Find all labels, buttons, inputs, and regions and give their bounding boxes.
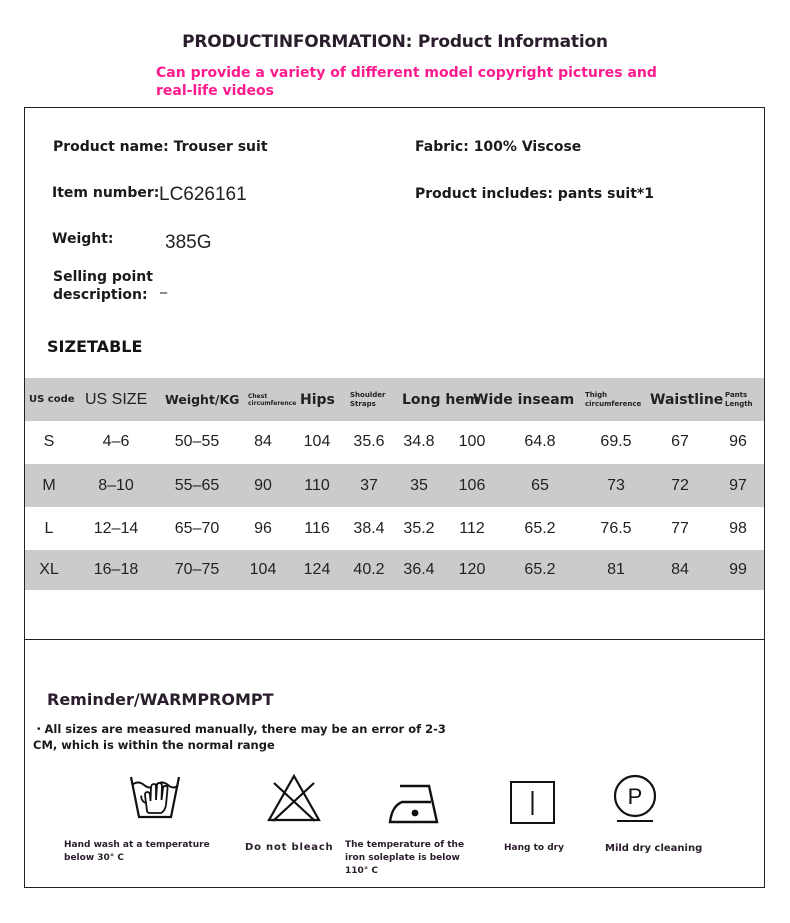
cell-wide-inseam: 100 <box>458 432 486 450</box>
weight-value: 385G <box>165 232 212 253</box>
cell-pants-length: 96 <box>729 432 747 450</box>
cell-long-hem: 34.8 <box>403 432 435 450</box>
page-title: PRODUCTINFORMATION: Product Information <box>182 32 608 52</box>
cell-weight: 50–55 <box>174 432 220 450</box>
cell-us-size: 12–14 <box>93 519 139 537</box>
selling-point-label-line1: Selling point <box>53 269 153 285</box>
includes-field <box>415 186 654 202</box>
dry-clean-symbol: P <box>627 784 643 809</box>
hang-dry-label: Hang to dry <box>504 843 564 853</box>
product-name-label: Product name: <box>53 139 169 155</box>
cell-us-code: XL <box>39 561 59 578</box>
page-subtitle: Can provide a variety of different model copyright pictures and real-life videos <box>156 65 657 99</box>
cell-chest: 96 <box>254 519 272 537</box>
product-name-value: Trouser suit <box>173 139 268 155</box>
cell-long-hem: 35 <box>410 476 428 494</box>
fabric-field <box>415 139 581 155</box>
cell-shoulder: 35.6 <box>353 432 385 450</box>
includes-label: Product includes: <box>415 186 553 202</box>
iron-icon <box>386 780 442 826</box>
header-thigh: Thigh circumference <box>585 390 642 408</box>
size-table-title: SIZETABLE <box>47 337 143 356</box>
header-pants-length: Pants Length <box>725 390 753 408</box>
cell-shoulder: 37 <box>360 476 378 494</box>
cell-pants-length: 98 <box>729 519 747 537</box>
cell-thigh: 69.5 <box>600 432 632 450</box>
header-us-code: US code <box>29 394 75 405</box>
fabric-value: 100% Viscose <box>473 139 582 155</box>
cell-waistline: 77 <box>671 519 689 537</box>
cell-hem-extra: 65.2 <box>524 561 556 578</box>
measurement-note: ・All sizes are measured manually, there may be an error of 2-3 CM, which is within the normal range <box>33 722 446 752</box>
size-table-header <box>25 378 764 421</box>
selling-point-value: _ <box>160 278 167 294</box>
cell-long-hem: 36.4 <box>403 561 435 578</box>
cell-hem-extra: 65 <box>531 476 549 494</box>
cell-chest: 104 <box>249 561 277 578</box>
header-wide-inseam: Wide inseam <box>473 391 575 408</box>
cell-us-code: M <box>42 476 56 494</box>
dry-clean-label: Mild dry cleaning <box>605 843 703 854</box>
header-chest: Chest circumference <box>248 392 297 407</box>
cell-shoulder: 40.2 <box>353 561 385 578</box>
cell-us-size: 4–6 <box>102 432 130 450</box>
header-hips: Hips <box>300 391 335 408</box>
cell-hem-extra: 65.2 <box>524 519 556 537</box>
cell-waistline: 67 <box>671 432 689 450</box>
reminder-title: Reminder/WARMPROMPT <box>47 690 274 709</box>
hang-dry-icon <box>509 780 556 825</box>
cell-hips: 116 <box>304 519 330 537</box>
selling-point-label <box>53 268 153 304</box>
item-number-label: Item number: <box>52 185 160 201</box>
fabric-label: Fabric: <box>415 139 469 155</box>
cell-hem-extra: 64.8 <box>524 432 556 450</box>
no-bleach-icon <box>265 772 323 824</box>
no-bleach-label: Do not bleach <box>245 842 334 853</box>
cell-hips: 110 <box>304 476 330 494</box>
cell-chest: 90 <box>254 476 272 494</box>
cell-chest: 84 <box>254 432 272 450</box>
table-row <box>25 507 764 550</box>
cell-us-size: 8–10 <box>98 476 134 494</box>
cell-long-hem: 35.2 <box>403 519 435 537</box>
header-us-size: US SIZE <box>85 390 148 408</box>
item-number-value: LC626161 <box>159 184 247 205</box>
includes-value: pants suit*1 <box>557 186 654 202</box>
cell-pants-length: 97 <box>729 476 747 494</box>
cell-wide-inseam: 112 <box>459 519 485 537</box>
cell-waistline: 84 <box>671 561 689 578</box>
cell-weight: 70–75 <box>174 561 220 578</box>
weight-label: Weight: <box>52 231 114 247</box>
cell-us-code: S <box>43 432 55 450</box>
header-long-hem: Long hem <box>402 391 480 408</box>
cell-thigh: 73 <box>607 476 625 494</box>
table-row <box>25 420 764 463</box>
dry-clean-icon <box>610 774 660 824</box>
cell-us-code: L <box>44 519 54 537</box>
cell-wide-inseam: 120 <box>458 561 486 578</box>
cell-shoulder: 38.4 <box>353 519 385 537</box>
cell-thigh: 76.5 <box>600 519 632 537</box>
cell-wide-inseam: 106 <box>458 476 486 494</box>
cell-waistline: 72 <box>671 476 689 494</box>
cell-pants-length: 99 <box>729 561 747 578</box>
table-row <box>25 464 764 507</box>
header-waistline: Waistline <box>650 391 724 408</box>
cell-weight: 55–65 <box>174 476 220 494</box>
cell-us-size: 16–18 <box>93 561 139 578</box>
hand-wash-label: Hand wash at a temperature below 30° C <box>64 840 210 863</box>
selling-point-label-line2: description: <box>53 287 148 303</box>
cell-hips: 124 <box>303 561 331 578</box>
cell-hips: 104 <box>303 432 331 450</box>
header-weight: Weight/KG <box>165 392 240 407</box>
cell-thigh: 81 <box>607 561 625 578</box>
product-name-field <box>53 139 268 155</box>
iron-label: The temperature of the iron soleplate is below 110° C <box>345 840 465 876</box>
hand-wash-icon <box>128 773 182 823</box>
table-row <box>25 550 764 590</box>
cell-weight: 65–70 <box>174 519 220 537</box>
header-shoulder: Shoulder Straps <box>350 390 386 408</box>
